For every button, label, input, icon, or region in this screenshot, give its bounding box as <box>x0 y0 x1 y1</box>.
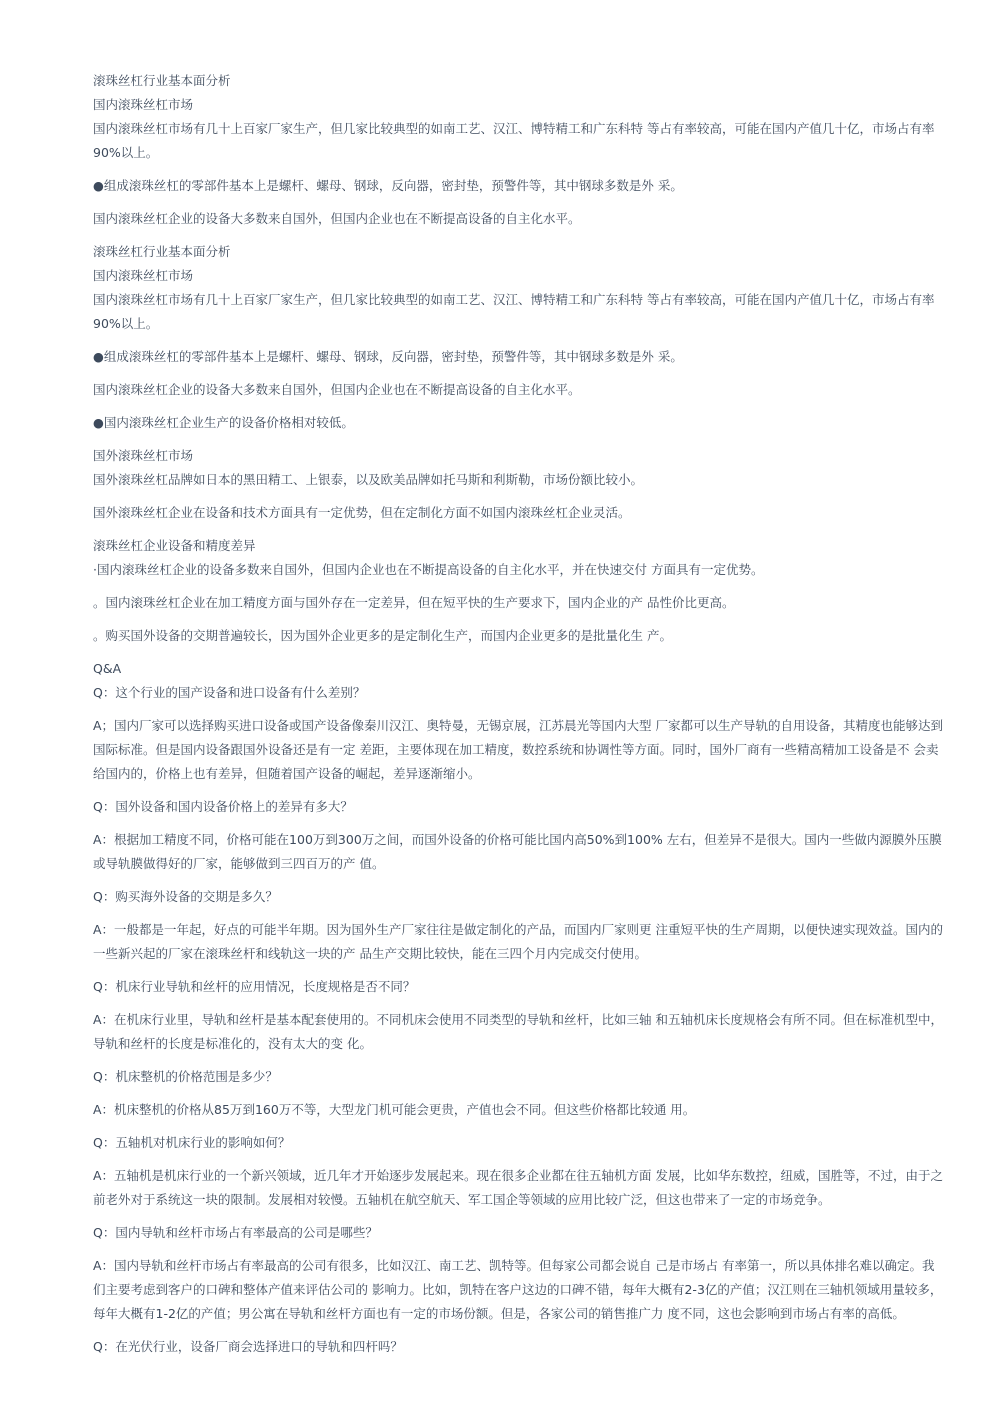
section-heading: 滚珠丝杠行业基本面分析 <box>93 244 231 259</box>
question: Q：机床行业导轨和丝杆的应用情况，长度规格是否不同？ <box>93 979 416 994</box>
paragraph: 国内滚珠丝杠市场有几十上百家厂家生产，但几家比较典型的如南工艺、汉江、博特精工和广东科特 等占有率较高，可能在国内产值几十亿，市场占有率90%以上。 <box>93 121 935 160</box>
bullet-paragraph: ·国内滚珠丝杠企业的设备多数来自国外，但国内企业也在不断提高设备的自主化水平，并在快速交付 方面具有一定优势。 <box>93 562 764 577</box>
answer: A：国内导轨和丝杆市场占有率最高的公司有很多，比如汉江、南工艺、凯特等。但每家公司都会说自 己是市场占 有率第一，所以具体排名难以确定。我们主要考虑到客户的口碑和整体产值来评估公司的 影响力。比如，凯特在客户这边的口碑不错，每年大概有2-3亿的产值；汉江则在三轴机领域用量较多，每年大概有1-2亿的产值；男公寓在导轨和丝杆方面也有一定的市场份额。但是，各家公司的销售推广力 度不同，这也会影响到市场占有率的高低。 <box>93 1258 943 1321</box>
question: Q：在光伏行业，设备厂商会选择进口的导轨和四杆吗？ <box>93 1339 403 1354</box>
answer: A；国内厂家可以选择购买进口设备或国产设备像秦川汉江、奥特曼，无锡京展，江苏晨光等国内大型 厂家都可以生产导轨的自用设备，其精度也能够达到国际标准。但是国内设备跟国外设备还是有一定 差距，主要体现在加工精度，数控系统和协调性等方面。同时，国外厂商有一些精高精加工设备是不 会卖给国内的，价格上也有差异，但随着国产设备的崛起，差异逐渐缩小。 <box>93 718 944 781</box>
bullet-paragraph: 。购买国外设备的交期普遍较长，因为国外企业更多的是定制化生产，而国内企业更多的是批量化生 产。 <box>93 628 672 643</box>
qa-heading: Q&A <box>93 661 122 676</box>
bullet-paragraph: ●组成滚珠丝杠的零部件基本上是螺杆、螺母、钢球，反向器，密封垫，预警件等，其中钢球多数是外 采。 <box>93 178 683 193</box>
question: Q：购买海外设备的交期是多久？ <box>93 889 278 904</box>
document-page <box>93 69 945 1359</box>
question: Q：国外设备和国内设备价格上的差异有多大？ <box>93 799 353 814</box>
question: Q：五轴机对机床行业的影响如何？ <box>93 1135 291 1150</box>
answer: A：一般都是一年起，好点的可能半年期。因为国外生产厂家往往是做定制化的产品，而国内厂家则更 注重短平快的生产周期，以便快速实现效益。国内的一些新兴起的厂家在滚珠丝杆和线轨这一块的产 品生产交期比较快，能在三四个月内完成交付使用。 <box>93 922 944 961</box>
question: Q：机床整机的价格范围是多少？ <box>93 1069 278 1084</box>
question: Q：这个行业的国产设备和进口设备有什么差别？ <box>93 685 366 700</box>
subsection-heading: 国内滚珠丝杠市场 <box>93 97 194 112</box>
question: Q：国内导轨和丝杆市场占有率最高的公司是哪些？ <box>93 1225 378 1240</box>
answer: A：在机床行业里，导轨和丝杆是基本配套使用的。不同机床会使用不同类型的导轨和丝杆，比如三轴 和五轴机床长度规格会有所不同。但在标准机型中，导轨和丝杆的长度是标准化的，没有太大的变 化。 <box>93 1012 944 1051</box>
section-heading: 滚珠丝杠行业基本面分析 <box>93 73 231 88</box>
paragraph: 国内滚珠丝杠市场有几十上百家厂家生产，但几家比较典型的如南工艺、汉江、博特精工和广东科特 等占有率较高，可能在国内产值几十亿，市场占有率90%以上。 <box>93 292 935 331</box>
bullet-paragraph: ●国内滚珠丝杠企业生产的设备价格相对较低。 <box>93 415 354 430</box>
paragraph: 国外滚珠丝杠品牌如日本的黑田精工、上银泰，以及欧美品牌如托马斯和利斯勒，市场份额比较小。 <box>93 472 644 487</box>
subsection-heading: 滚珠丝杠企业设备和精度差异 <box>93 538 256 553</box>
answer: A：根据加工精度不同，价格可能在100万到300万之间，而国外设备的价格可能比国内高50%到100% 左右，但差异不是很大。国内一些做内源膜外压膜或导轨膜做得好的厂家，能够做到三四百万的产 值。 <box>93 832 942 871</box>
answer: A：机床整机的价格从85万到160万不等，大型龙门机可能会更贵，产值也会不同。但这些价格都比较通 用。 <box>93 1102 696 1117</box>
subsection-heading: 国内滚珠丝杠市场 <box>93 268 194 283</box>
bullet-paragraph: 。国内滚珠丝杠企业在加工精度方面与国外存在一定差异，但在短平快的生产要求下，国内企业的产 品性价比更高。 <box>93 595 735 610</box>
paragraph: 国内滚珠丝杠企业的设备大多数来自国外，但国内企业也在不断提高设备的自主化水平。 <box>93 211 581 226</box>
answer: A：五轴机是机床行业的一个新兴领域，近几年才开始逐步发展起来。现在很多企业都在往五轴机方面 发展，比如华东数控，纽威，国胜等，不过，由于之前老外对于系统这一块的限制。发展相对较慢。五轴机在航空航天、军工国企等领域的应用比较广泛，但这也带来了一定的市场竞争。 <box>93 1168 944 1207</box>
paragraph: 国内滚珠丝杠企业的设备大多数来自国外，但国内企业也在不断提高设备的自主化水平。 <box>93 382 581 397</box>
subsection-heading: 国外滚珠丝杠市场 <box>93 448 194 463</box>
paragraph: 国外滚珠丝杠企业在设备和技术方面具有一定优势，但在定制化方面不如国内滚珠丝杠企业灵活。 <box>93 505 631 520</box>
bullet-paragraph: ●组成滚珠丝杠的零部件基本上是螺杆、螺母、钢球，反向器，密封垫，预警件等，其中钢球多数是外 采。 <box>93 349 683 364</box>
